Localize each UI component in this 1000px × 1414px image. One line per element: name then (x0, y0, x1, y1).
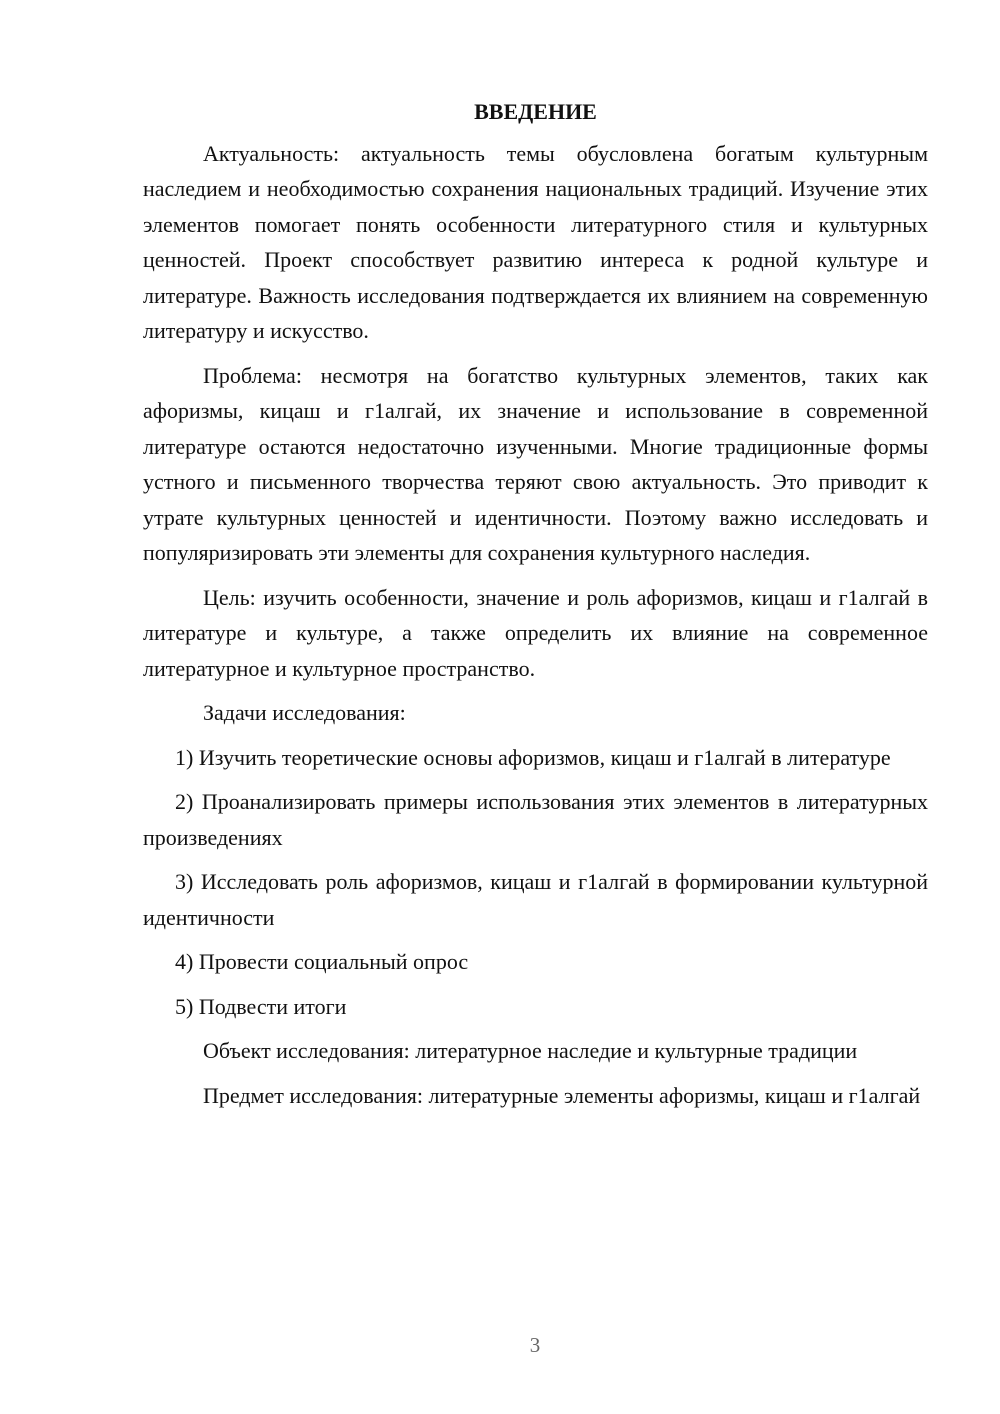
page-title: ВВЕДЕНИЕ (474, 99, 597, 124)
page-number: 3 (529, 1333, 541, 1357)
problem-paragraph: Проблема: несмотря на богатство культурных элементов, таких как афоризмы, кицаш и г1алгай, их значение и использование в современной литературе остаются недостаточно изученными. Многие традиционные формы устного и письменного творчества теряют свою актуальность. Это приводит к утрате культурных ценностей и идентичности. Поэтому важно исследовать и популяризировать эти элементы для сохранения культурного наследия. (143, 362, 928, 565)
research-object-paragraph: Объект исследования: литературное наследие и культурные традиции (203, 1038, 858, 1063)
tasks-heading: Задачи исследования: (203, 700, 406, 725)
task-item-5: 5) Подвести итоги (175, 993, 347, 1019)
research-subject-paragraph: Предмет исследования: литературные элементы афоризмы, кицаш и г1алгай (203, 1082, 921, 1108)
task-item-4: 4) Провести социальный опрос (175, 949, 469, 974)
goal-paragraph: Цель: изучить особенности, значение и роль афоризмов, кицаш и г1алгай в литературе и культуре, а также определить их влияние на современное литературное и культурное пространство. (143, 584, 928, 681)
page-content (143, 94, 928, 1122)
task-item-1: 1) Изучить теоретические основы афоризмов, кицаш и г1алгай в литературе (175, 744, 891, 770)
task-item-2: 2) Проанализировать примеры использования этих элементов в литературных произведениях (143, 789, 928, 850)
task-item-3: 3) Исследовать роль афоризмов, кицаш и г1алгай в формировании культурной идентичности (143, 869, 928, 930)
relevance-paragraph: Актуальность: актуальность темы обусловлена богатым культурным наследием и необходимостью сохранения национальных традиций. Изучение этих элементов помогает понять особенности литературного стиля и культурных ценностей. Проект способствует развитию интереса к родной культуре и литературе. Важность исследования подтверждается их влиянием на современную литературу и искусство. (143, 140, 928, 343)
